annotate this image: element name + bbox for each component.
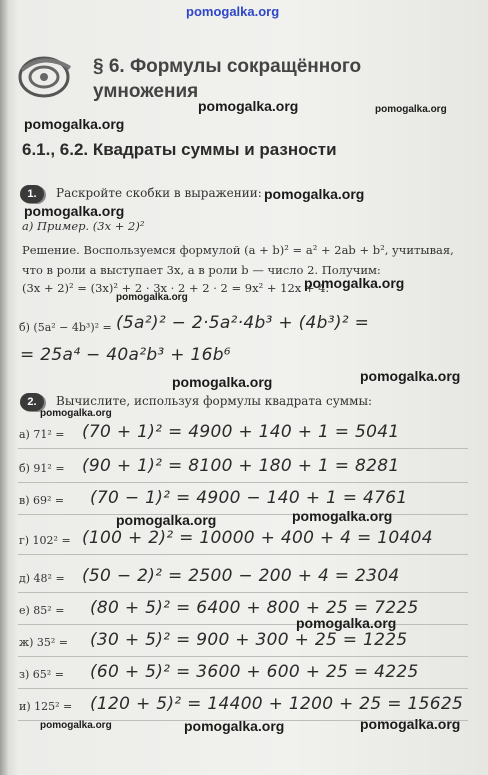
section-title-line2: умножения [93, 81, 199, 102]
task-number-badge: 1. [20, 185, 44, 203]
watermark: pomogalka.org [116, 512, 217, 528]
watermark: pomogalka.org [40, 408, 112, 419]
task1-solution-line1: Решение. Воспользуемся формулой (a + b)² = a² + 2ab + b², учитывая, [22, 243, 454, 257]
watermark: pomogalka.org [292, 508, 393, 524]
subsection-title: 6.1., 6.2. Квадраты суммы и разности [22, 140, 337, 159]
task1-example-label: а) Пример. (3x + 2)² [22, 219, 145, 233]
task1-b-handwriting-1: (5a²)² − 2·5a²·4b³ + (4b³)² = [116, 313, 370, 333]
task2-row-handwriting: (60 + 5)² = 3600 + 600 + 25 = 4225 [90, 662, 419, 682]
row-divider [18, 514, 468, 515]
task1-b-label: б) (5a² − 4b³)² = [19, 321, 112, 334]
task2-row-label: ж) 35² = [19, 636, 69, 649]
task2-row-handwriting: (30 + 5)² = 900 + 300 + 25 = 1225 [90, 630, 408, 650]
task2-row-label: г) 102² = [19, 534, 71, 547]
task2-row-label: е) 85² = [19, 604, 65, 617]
task2-row-label: и) 125² = [19, 700, 73, 713]
watermark: pomogalka.org [360, 716, 461, 732]
task2-row-label: з) 65² = [19, 668, 64, 681]
row-divider [18, 688, 468, 689]
watermark: pomogalka.org [264, 186, 365, 202]
watermark: pomogalka.org [360, 368, 461, 384]
task2-row-handwriting: (70 + 1)² = 4900 + 140 + 1 = 5041 [82, 422, 400, 442]
watermark: pomogalka.org [296, 615, 397, 631]
row-divider [18, 482, 468, 483]
task2-row-handwriting: (80 + 5)² = 6400 + 800 + 25 = 7225 [90, 598, 419, 618]
row-divider [18, 448, 468, 449]
task2-row-label: д) 48² = [19, 572, 65, 585]
watermark: pomogalka.org [40, 720, 112, 731]
watermark: pomogalka.org [184, 718, 285, 734]
task1-b-handwriting-2: = 25a⁴ − 40a²b³ + 16b⁶ [20, 345, 231, 365]
task2-row-handwriting: (90 + 1)² = 8100 + 180 + 1 = 8281 [82, 456, 400, 476]
task2-row-label: а) 71² = [19, 428, 65, 441]
watermark-top: pomogalka.org [186, 4, 280, 19]
row-divider [18, 554, 468, 555]
row-divider [18, 592, 468, 593]
task2-row-handwriting: (70 − 1)² = 4900 − 140 + 1 = 4761 [90, 488, 408, 508]
watermark: pomogalka.org [24, 116, 125, 132]
page-binding-shadow [0, 0, 8, 775]
task1-solution-line2: что в роли a выступает 3x, а в роли b — число 2. Получим: [22, 263, 381, 277]
task2-prompt: Вычислите, используя формулы квадрата суммы: [56, 394, 373, 408]
watermark: pomogalka.org [198, 98, 299, 114]
watermark: pomogalka.org [304, 275, 405, 291]
task2-row-handwriting: (120 + 5)² = 14400 + 1200 + 25 = 15625 [90, 694, 464, 714]
task1-solution-line3: (3x + 2)² = (3x)² + 2 · 3x · 2 + 2 · 2 = 9x² + 12x + 4. [22, 281, 330, 295]
row-divider [18, 624, 468, 625]
task2-row-label: б) 91² = [19, 462, 65, 475]
watermark: pomogalka.org [24, 203, 125, 219]
watermark: pomogalka.org [172, 374, 273, 390]
task1-prompt: Раскройте скобки в выражении: [56, 186, 262, 200]
watermark: pomogalka.org [375, 104, 447, 115]
task2-row-handwriting: (100 + 2)² = 10000 + 400 + 4 = 10404 [82, 528, 433, 548]
row-divider [18, 656, 468, 657]
task2-row-handwriting: (50 − 2)² = 2500 − 200 + 4 = 2304 [82, 566, 400, 586]
watermark: pomogalka.org [116, 292, 188, 303]
task-number-badge: 2. [20, 393, 44, 411]
task2-row-label: в) 69² = [19, 494, 65, 507]
section-title-line1: § 6. Формулы сокращённого [93, 56, 362, 77]
section-title [93, 54, 473, 104]
section-logo-icon [16, 50, 80, 100]
